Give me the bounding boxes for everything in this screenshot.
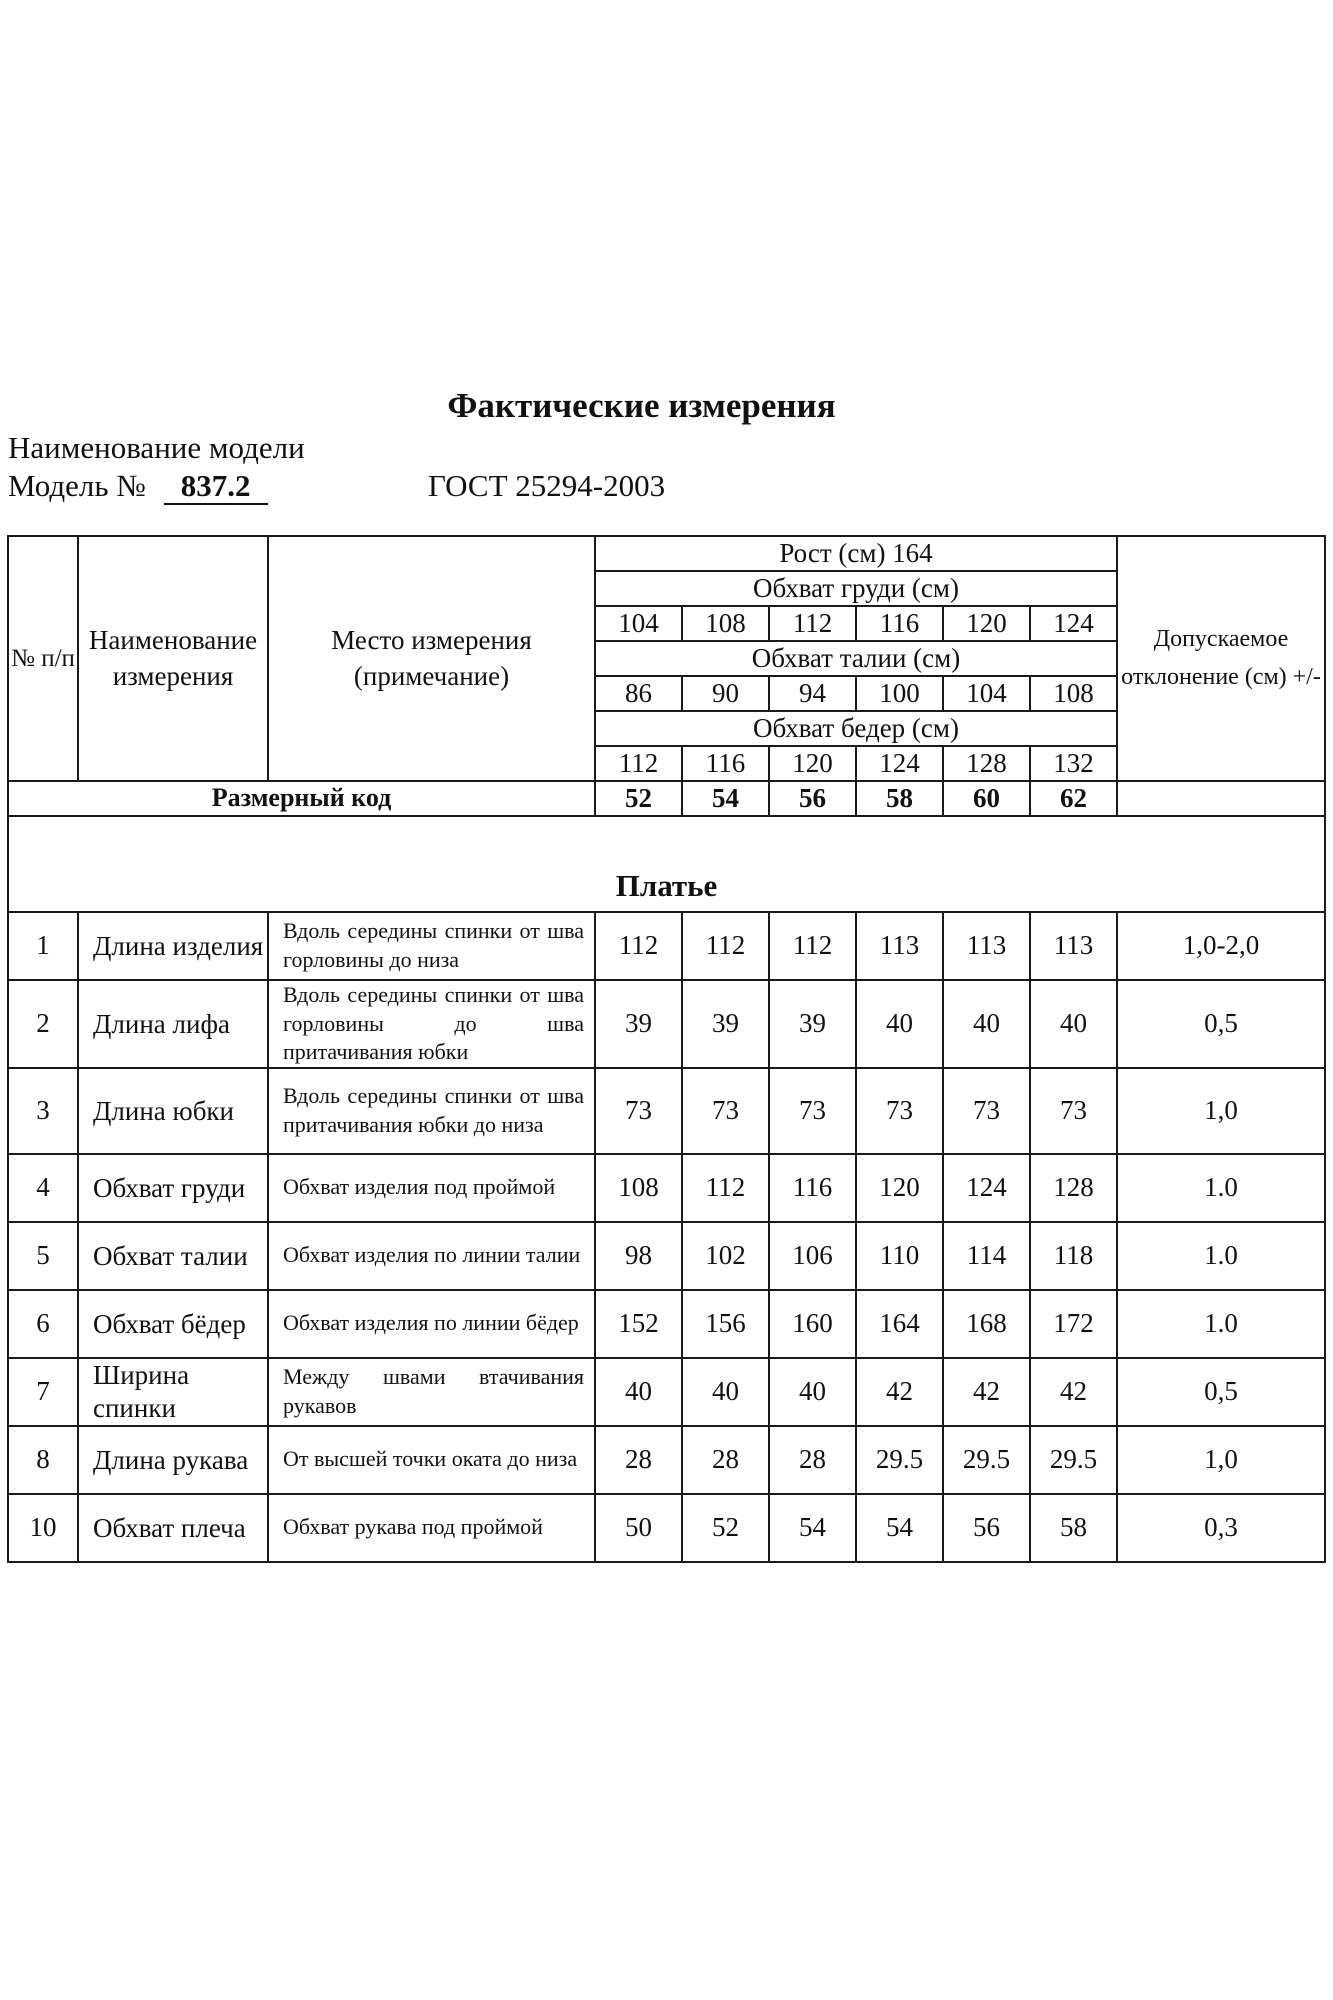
chest-value: 112	[769, 606, 856, 641]
model-number: 837.2	[164, 470, 268, 505]
measurement-name: Длина лифа	[78, 980, 268, 1068]
measurement-value: 106	[769, 1222, 856, 1290]
place-header: Место измерения (примечание)	[268, 536, 595, 781]
tolerance-value: 0,3	[1117, 1494, 1325, 1562]
chest-value: 120	[943, 606, 1030, 641]
size-code: 62	[1030, 781, 1117, 816]
waist-value: 108	[1030, 676, 1117, 711]
tolerance-value: 1,0-2,0	[1117, 912, 1325, 980]
num-header: № п/п	[8, 536, 78, 781]
table-row	[8, 1154, 1325, 1222]
waist-value: 94	[769, 676, 856, 711]
measurement-value: 42	[943, 1358, 1030, 1426]
measurement-value: 42	[856, 1358, 943, 1426]
row-number: 10	[8, 1494, 78, 1562]
waist-header: Обхват талии (см)	[595, 641, 1117, 676]
measurement-value: 29.5	[1030, 1426, 1117, 1494]
measurement-value: 112	[595, 912, 682, 980]
row-number: 2	[8, 980, 78, 1068]
name-header: Наименование измерения	[78, 536, 268, 781]
measurement-place: Обхват рукава под проймой	[268, 1494, 595, 1562]
row-number: 7	[8, 1358, 78, 1426]
measurement-value: 42	[1030, 1358, 1117, 1426]
measurement-value: 40	[943, 980, 1030, 1068]
measurement-value: 73	[595, 1068, 682, 1154]
measurement-value: 110	[856, 1222, 943, 1290]
waist-value: 100	[856, 676, 943, 711]
measurement-name: Ширина спинки	[78, 1358, 268, 1426]
row-number: 6	[8, 1290, 78, 1358]
measurement-value: 98	[595, 1222, 682, 1290]
measurement-value: 73	[769, 1068, 856, 1154]
measurement-value: 102	[682, 1222, 769, 1290]
waist-value: 104	[943, 676, 1030, 711]
measurement-value: 73	[856, 1068, 943, 1154]
measurement-value: 128	[1030, 1154, 1117, 1222]
tolerance-value: 1,0	[1117, 1068, 1325, 1154]
measurement-name: Длина рукава	[78, 1426, 268, 1494]
measurement-name: Обхват груди	[78, 1154, 268, 1222]
measurement-place: Между швами втачивания рукавов	[268, 1358, 595, 1426]
measurement-value: 160	[769, 1290, 856, 1358]
measurement-place: От высшей точки оката до низа	[268, 1426, 595, 1494]
measurement-value: 73	[682, 1068, 769, 1154]
table-row	[8, 1358, 1325, 1426]
size-code: 54	[682, 781, 769, 816]
waist-value: 90	[682, 676, 769, 711]
measurement-value: 114	[943, 1222, 1030, 1290]
hips-value: 124	[856, 746, 943, 781]
size-code-row	[8, 781, 1325, 816]
chest-header: Обхват груди (см)	[595, 571, 1117, 606]
table-row	[8, 912, 1325, 980]
measurement-value: 156	[682, 1290, 769, 1358]
measurement-value: 40	[769, 1358, 856, 1426]
section-title: Платье	[8, 816, 1325, 912]
measurement-table	[7, 535, 1326, 1563]
waist-value: 86	[595, 676, 682, 711]
chest-value: 108	[682, 606, 769, 641]
measurement-value: 113	[856, 912, 943, 980]
row-number: 1	[8, 912, 78, 980]
gost-standard: ГОСТ 25294-2003	[428, 468, 666, 503]
table-row	[8, 980, 1325, 1068]
measurement-value: 120	[856, 1154, 943, 1222]
measurement-value: 28	[682, 1426, 769, 1494]
measurement-value: 39	[769, 980, 856, 1068]
table-row	[8, 1290, 1325, 1358]
measurement-place: Вдоль середины спинки от шва горловины до шва притачивания юбки	[268, 980, 595, 1068]
measurement-value: 54	[769, 1494, 856, 1562]
measurement-value: 116	[769, 1154, 856, 1222]
hips-value: 112	[595, 746, 682, 781]
measurement-value: 29.5	[856, 1426, 943, 1494]
measurement-value: 112	[682, 1154, 769, 1222]
chest-value: 124	[1030, 606, 1117, 641]
document-title: Фактические измерения	[447, 386, 836, 425]
measurement-name: Длина юбки	[78, 1068, 268, 1154]
model-line	[8, 468, 666, 505]
tolerance-value: 1.0	[1117, 1154, 1325, 1222]
row-number: 3	[8, 1068, 78, 1154]
tolerance-value: 0,5	[1117, 1358, 1325, 1426]
measurement-value: 172	[1030, 1290, 1117, 1358]
hips-value: 132	[1030, 746, 1117, 781]
measurement-place: Вдоль середины спинки от шва притачивания юбки до низа	[268, 1068, 595, 1154]
hips-value: 116	[682, 746, 769, 781]
measurement-value: 73	[943, 1068, 1030, 1154]
size-code-empty-cell	[1117, 781, 1325, 816]
height-header: Рост (см) 164	[595, 536, 1117, 571]
measurement-value: 108	[595, 1154, 682, 1222]
tolerance-value: 1.0	[1117, 1222, 1325, 1290]
measurement-place: Обхват изделия по линии талии	[268, 1222, 595, 1290]
row-number: 4	[8, 1154, 78, 1222]
measurement-value: 29.5	[943, 1426, 1030, 1494]
table-row	[8, 1426, 1325, 1494]
tolerance-value: 1.0	[1117, 1290, 1325, 1358]
measurement-value: 113	[1030, 912, 1117, 980]
model-label: Модель №	[8, 468, 146, 503]
size-code: 56	[769, 781, 856, 816]
measurement-name: Обхват бёдер	[78, 1290, 268, 1358]
measurement-name: Длина изделия	[78, 912, 268, 980]
table-row	[8, 1068, 1325, 1154]
chest-value: 104	[595, 606, 682, 641]
chest-value: 116	[856, 606, 943, 641]
measurement-value: 39	[682, 980, 769, 1068]
measurement-value: 40	[682, 1358, 769, 1426]
row-number: 5	[8, 1222, 78, 1290]
measurement-value: 124	[943, 1154, 1030, 1222]
hips-value: 128	[943, 746, 1030, 781]
table-row	[8, 1494, 1325, 1562]
measurement-place: Обхват изделия по линии бёдер	[268, 1290, 595, 1358]
measurement-value: 168	[943, 1290, 1030, 1358]
measurement-value: 113	[943, 912, 1030, 980]
measurement-value: 118	[1030, 1222, 1117, 1290]
measurement-value: 52	[682, 1494, 769, 1562]
size-code-label: Размерный код	[8, 781, 595, 816]
measurement-value: 54	[856, 1494, 943, 1562]
size-code: 60	[943, 781, 1030, 816]
hips-value: 120	[769, 746, 856, 781]
measurement-value: 58	[1030, 1494, 1117, 1562]
measurement-value: 40	[595, 1358, 682, 1426]
measurement-value: 40	[1030, 980, 1117, 1068]
measurement-value: 39	[595, 980, 682, 1068]
tolerance-value: 1,0	[1117, 1426, 1325, 1494]
measurement-value: 152	[595, 1290, 682, 1358]
measurement-value: 112	[682, 912, 769, 980]
model-name-label: Наименование модели	[8, 430, 305, 465]
measurement-place: Обхват изделия под проймой	[268, 1154, 595, 1222]
table-row	[8, 1222, 1325, 1290]
measurement-place: Вдоль середины спинки от шва горловины до низа	[268, 912, 595, 980]
measurement-value: 73	[1030, 1068, 1117, 1154]
tolerance-header: Допускаемое отклонение (см) +/-	[1117, 536, 1325, 781]
hips-header: Обхват бедер (см)	[595, 711, 1117, 746]
measurement-value: 28	[769, 1426, 856, 1494]
measurement-name: Обхват талии	[78, 1222, 268, 1290]
measurement-value: 112	[769, 912, 856, 980]
tolerance-value: 0,5	[1117, 980, 1325, 1068]
measurement-value: 50	[595, 1494, 682, 1562]
measurement-value: 40	[856, 980, 943, 1068]
measurement-name: Обхват плеча	[78, 1494, 268, 1562]
measurement-value: 56	[943, 1494, 1030, 1562]
measurement-value: 28	[595, 1426, 682, 1494]
size-code: 52	[595, 781, 682, 816]
size-code: 58	[856, 781, 943, 816]
row-number: 8	[8, 1426, 78, 1494]
measurement-value: 164	[856, 1290, 943, 1358]
